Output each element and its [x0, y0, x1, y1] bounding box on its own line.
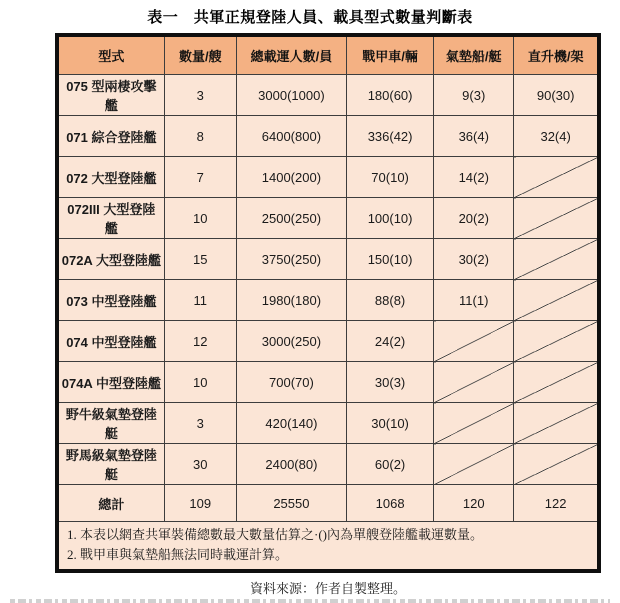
quantity-cell: 11: [164, 280, 236, 321]
table-row: [57, 75, 599, 116]
ship-name-cell: 072 大型登陸艦: [57, 157, 164, 198]
total-vehicles-cell: 1068: [347, 485, 434, 522]
ship-name-cell: 071 綜合登陸艦: [57, 116, 164, 157]
personnel-cell: 2400(80): [236, 444, 346, 485]
empty-cell-diagonal: [434, 403, 514, 444]
helicopters-cell: 90(30): [514, 75, 599, 116]
personnel-cell: 3750(250): [236, 239, 346, 280]
ship-name-cell: 072III 大型登陸艦: [57, 198, 164, 239]
empty-cell-diagonal: [514, 444, 599, 485]
quantity-cell: 8: [164, 116, 236, 157]
header-cell-hovercraft: 氣墊船/艇: [434, 35, 514, 75]
empty-cell-diagonal: [514, 280, 599, 321]
ship-name-cell: 073 中型登陸艦: [57, 280, 164, 321]
total-personnel-cell: 25550: [236, 485, 346, 522]
empty-cell-diagonal: [434, 321, 514, 362]
hovercraft-cell: 11(1): [434, 280, 514, 321]
page-title: 表一 共軍正規登陸人員、載具型式數量判斷表: [147, 10, 473, 26]
personnel-cell: 1400(200): [236, 157, 346, 198]
personnel-cell: 6400(800): [236, 116, 346, 157]
personnel-cell: 1980(180): [236, 280, 346, 321]
ship-name-cell: 074 中型登陸艦: [57, 321, 164, 362]
table-row: [57, 116, 599, 157]
hovercraft-cell: 36(4): [434, 116, 514, 157]
hovercraft-cell: 9(3): [434, 75, 514, 116]
personnel-cell: 3000(250): [236, 321, 346, 362]
personnel-cell: 2500(250): [236, 198, 346, 239]
personnel-cell: 700(70): [236, 362, 346, 403]
header-cell-personnel: 總載運人數/員: [236, 35, 346, 75]
note-line-1: 1. 本表以網查共軍裝備總數最大數量估算之·()內為單艘登陸艦載運數量。: [67, 527, 483, 542]
header-cell-type: 型式: [57, 35, 164, 75]
quantity-cell: 3: [164, 75, 236, 116]
empty-cell-diagonal: [514, 198, 599, 239]
ship-name-cell: 075 型兩棲攻擊艦: [57, 75, 164, 116]
hovercraft-cell: 30(2): [434, 239, 514, 280]
source-caption: 資料來源：作者自製整理。: [249, 581, 406, 596]
empty-cell-diagonal: [514, 321, 599, 362]
total-quantity-cell: 109: [164, 485, 236, 522]
empty-cell-diagonal: [514, 157, 599, 198]
table-row: [57, 362, 599, 403]
vehicles-cell: 30(10): [347, 403, 434, 444]
vehicles-cell: 24(2): [347, 321, 434, 362]
header-cell-vehicles: 戰甲車/輛: [347, 35, 434, 75]
table-row: [57, 403, 599, 444]
empty-cell-diagonal: [514, 403, 599, 444]
table-row: [57, 444, 599, 485]
table-row: [57, 157, 599, 198]
clipped-text-remnant: [10, 599, 610, 603]
notes-cell: [57, 522, 599, 572]
data-table: [55, 33, 601, 573]
header-row: [57, 35, 599, 75]
empty-cell-diagonal: [434, 362, 514, 403]
vehicles-cell: 70(10): [347, 157, 434, 198]
quantity-cell: 10: [164, 198, 236, 239]
table-row: [57, 198, 599, 239]
quantity-cell: 15: [164, 239, 236, 280]
table-header: [57, 35, 599, 75]
total-helicopters-cell: 122: [514, 485, 599, 522]
vehicles-cell: 150(10): [347, 239, 434, 280]
vehicles-cell: 336(42): [347, 116, 434, 157]
vehicles-cell: 100(10): [347, 198, 434, 239]
vehicles-cell: 60(2): [347, 444, 434, 485]
header-cell-quantity: 數量/艘: [164, 35, 236, 75]
table-row: [57, 280, 599, 321]
notes-row: [57, 522, 599, 572]
ship-name-cell: 074A 中型登陸艦: [57, 362, 164, 403]
quantity-cell: 10: [164, 362, 236, 403]
empty-cell-diagonal: [514, 239, 599, 280]
personnel-cell: 420(140): [236, 403, 346, 444]
total-hovercraft-cell: 120: [434, 485, 514, 522]
quantity-cell: 3: [164, 403, 236, 444]
ship-name-cell: 野牛級氣墊登陸艇: [57, 403, 164, 444]
table-row: [57, 321, 599, 362]
vehicles-cell: 88(8): [347, 280, 434, 321]
header-cell-helicopters: 直升機/架: [514, 35, 599, 75]
empty-cell-diagonal: [514, 362, 599, 403]
quantity-cell: 12: [164, 321, 236, 362]
quantity-cell: 7: [164, 157, 236, 198]
total-row: [57, 485, 599, 522]
vehicles-cell: 30(3): [347, 362, 434, 403]
note-line-2: 2. 戰甲車與氣墊船無法同時載運計算。: [67, 546, 289, 562]
hovercraft-cell: 20(2): [434, 198, 514, 239]
helicopters-cell: 32(4): [514, 116, 599, 157]
table-row: [57, 239, 599, 280]
hovercraft-cell: 14(2): [434, 157, 514, 198]
vehicles-cell: 180(60): [347, 75, 434, 116]
table-container: [55, 33, 601, 573]
personnel-cell: 3000(1000): [236, 75, 346, 116]
quantity-cell: 30: [164, 444, 236, 485]
total-label-cell: 總計: [57, 485, 164, 522]
ship-name-cell: 野馬級氣墊登陸艇: [57, 444, 164, 485]
ship-name-cell: 072A 大型登陸艦: [57, 239, 164, 280]
empty-cell-diagonal: [434, 444, 514, 485]
